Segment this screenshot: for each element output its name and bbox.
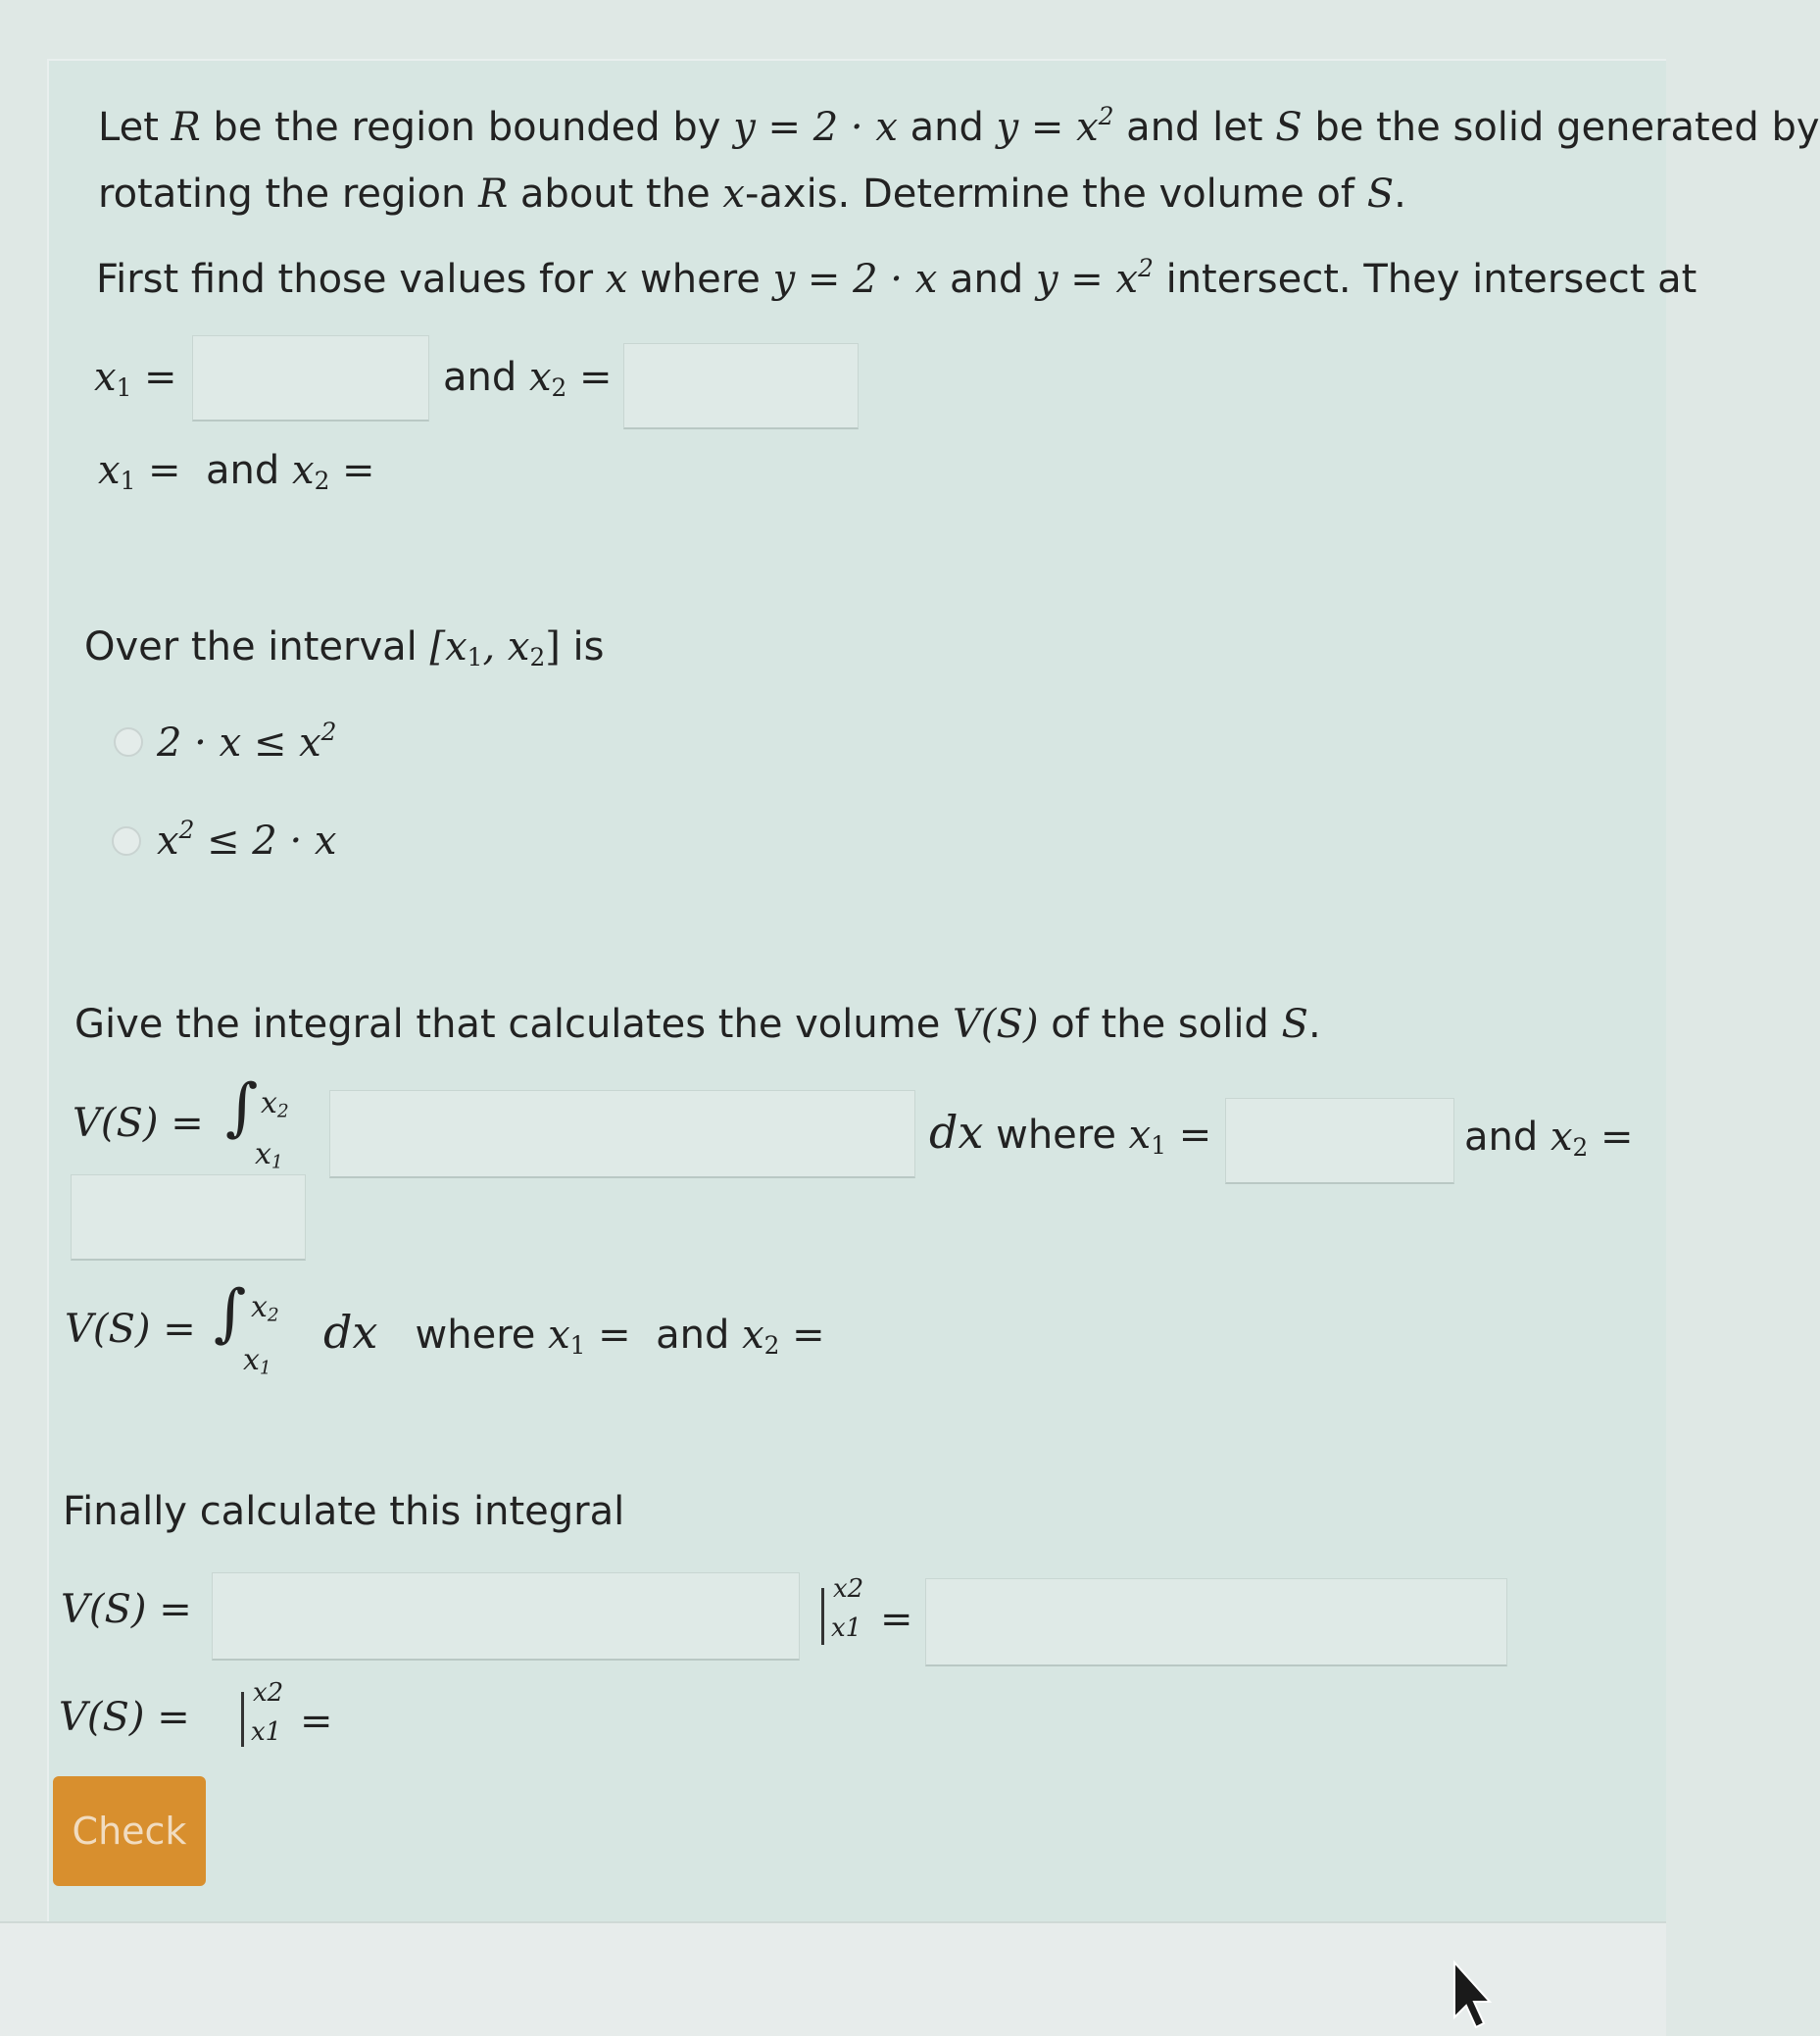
preview-evaluation-bar — [241, 1692, 244, 1747]
preview-integral-sign: ∫ — [214, 1277, 247, 1350]
x2-input[interactable] — [623, 343, 859, 429]
x2-label: and $x_2$ = — [443, 355, 613, 403]
integral-x2-input[interactable] — [71, 1174, 306, 1261]
vs-final-preview: V(S) = — [59, 1695, 190, 1740]
antiderivative-input[interactable] — [212, 1572, 800, 1661]
integral-x2-label: and $x_2$ = — [1464, 1115, 1634, 1163]
upper-limit: $x_2$ — [261, 1086, 289, 1122]
preview-lower-limit: $x_1$ — [243, 1343, 271, 1379]
step2-prompt: Over the interval [$x_1$, $x_2$] is — [84, 624, 605, 672]
vs-final-label: V(S) = — [61, 1587, 192, 1632]
eval-lower: x1 — [831, 1614, 862, 1643]
step4-prompt: Finally calculate this integral — [63, 1489, 625, 1534]
option-1-label: $2 \cdot x \le x^2$ — [157, 717, 337, 766]
vs-integral-label: V(S) = — [73, 1101, 204, 1146]
preview-eval-upper: x2 — [253, 1678, 284, 1708]
intro-line-2: rotating the region R about the x-axis. Determine the volume of S. — [98, 172, 1406, 217]
integrand-input[interactable] — [329, 1090, 915, 1178]
step3-prompt: Give the integral that calculates the volume V(S) of the solid S. — [74, 1002, 1321, 1047]
vs-preview-label: V(S) = — [65, 1307, 196, 1352]
radio-option-2[interactable] — [112, 826, 141, 856]
dx-where-label: dx where $x_1$ = — [929, 1106, 1212, 1161]
integral-x1-input[interactable] — [1225, 1098, 1454, 1184]
check-button[interactable]: Check — [53, 1776, 206, 1886]
intro-line-1: Let R be the region bounded by y = 2 · x and $y = x^2$ and let S be the solid generated by — [98, 101, 1820, 150]
step1-prompt: First find those values for x where y = 2 · x and $y = x^2$ intersect. They intersect at — [96, 253, 1697, 302]
lower-limit: $x_1$ — [255, 1137, 283, 1173]
x1-input[interactable] — [192, 335, 429, 422]
arrow-cursor-icon — [1452, 1961, 1492, 2033]
evaluation-bar — [821, 1588, 824, 1645]
preview-upper-limit: $x_2$ — [251, 1290, 279, 1326]
x1-label: $x_1$ = — [94, 355, 177, 403]
step1-preview: $x_1$ = and $x_2$ = — [98, 448, 375, 496]
option-2-label: $x^2 \le 2 \cdot x$ — [157, 815, 337, 864]
result-input[interactable] — [925, 1578, 1507, 1666]
integral-sign: ∫ — [225, 1071, 259, 1144]
eval-equals: = — [880, 1597, 913, 1642]
preview-dx-where: dx where $x_1$ = and $x_2$ = — [323, 1306, 825, 1361]
eval-upper: x2 — [833, 1574, 864, 1604]
preview-eval-lower: x1 — [251, 1717, 282, 1747]
footer-band — [0, 1921, 1666, 2036]
preview-eval-equals: = — [300, 1699, 333, 1744]
radio-option-1[interactable] — [114, 727, 143, 757]
